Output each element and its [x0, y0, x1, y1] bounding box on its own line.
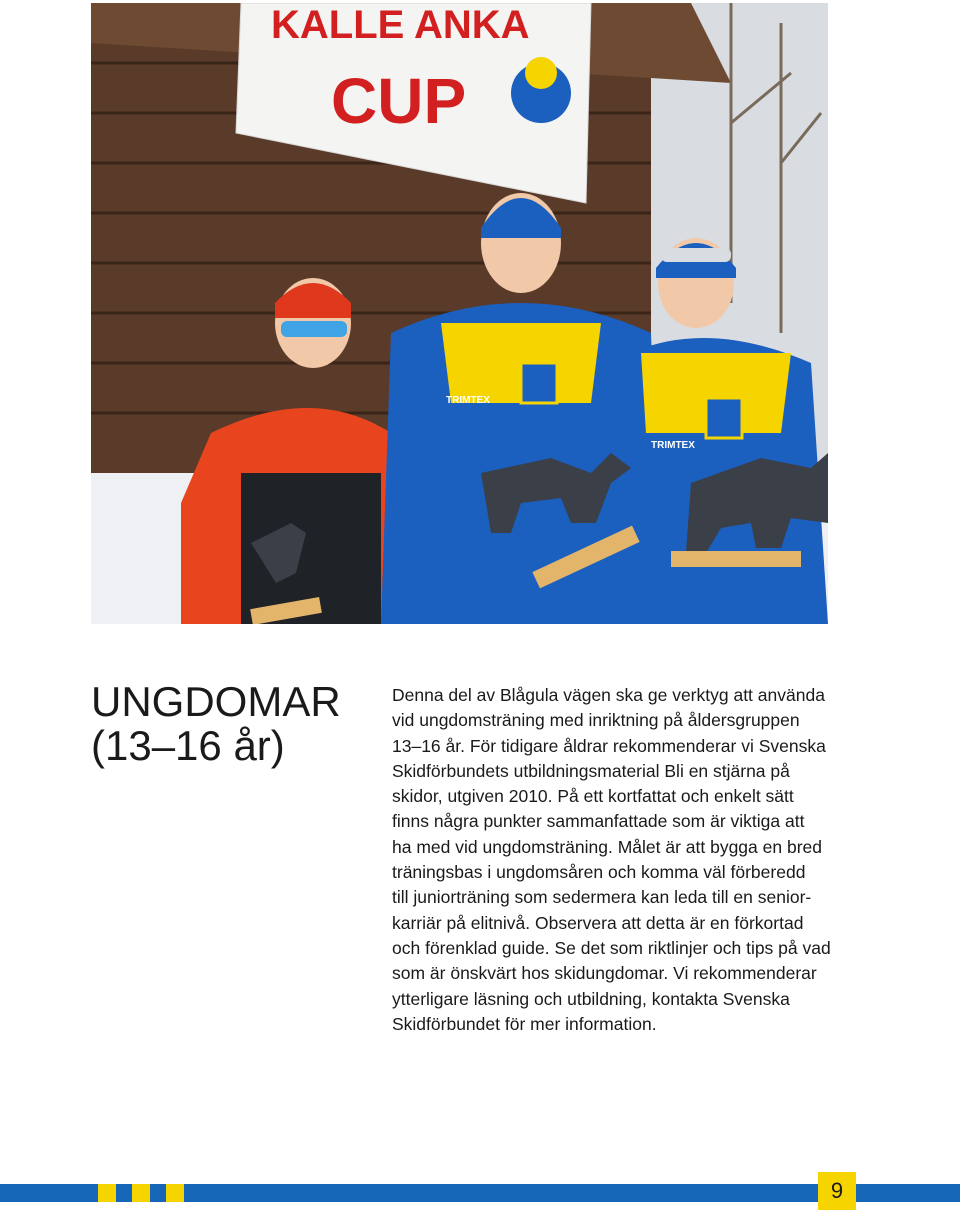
body-line: Skidförbundets utbildningsmaterial Bli en stjärna på — [392, 760, 790, 781]
body-line: träningsbas i ungdomsåren och komma väl förberedd — [392, 862, 806, 883]
hero-photo — [91, 3, 828, 624]
section-title-line1: UNGDOMAR — [91, 678, 341, 725]
page-number-label: 9 — [830, 1178, 844, 1203]
body-line: Skidförbundet för mer information. — [392, 1013, 657, 1034]
footer-yellow-square — [98, 1184, 116, 1202]
body-line: som är önskvärt hos skidungdomar. Vi rekommenderar — [392, 963, 817, 984]
body-line: 13–16 år. För tidigare åldrar rekommenderar vi Svenska — [392, 735, 826, 756]
body-line: finns några punkter sammanfattade som är viktiga att — [392, 811, 805, 832]
body-line: karriär på elitnivå. Observera att detta är en förkortad — [392, 912, 804, 933]
svg-text:KALLE ANKA: KALLE ANKA — [271, 3, 530, 47]
svg-text:TRIMTEX: TRIMTEX — [651, 440, 695, 451]
body-line: och förenklad guide. Se det som riktlinjer och tips på vad — [392, 937, 831, 958]
body-line: till juniorträning som sedermera kan leda till en senior- — [392, 887, 812, 908]
section-title — [91, 680, 361, 768]
body-line: ha med vid ungdomsträning. Målet är att bygga en bred — [392, 836, 822, 857]
body-line: skidor, utgiven 2010. På ett kortfattat och enkelt sätt — [392, 786, 794, 807]
section-title-line2: (13–16 år) — [91, 722, 285, 769]
page-number — [818, 1172, 856, 1210]
footer-yellow-square — [132, 1184, 150, 1202]
body-text — [392, 683, 862, 1037]
svg-text:TRIMTEX: TRIMTEX — [446, 395, 490, 406]
body-line: vid ungdomsträning med inriktning på åldersgruppen — [392, 710, 800, 731]
svg-text:CUP: CUP — [331, 65, 467, 137]
body-line: ytterligare läsning och utbildning, kontakta Svenska — [392, 988, 790, 1009]
footer-yellow-square — [166, 1184, 184, 1202]
body-line: Denna del av Blågula vägen ska ge verktyg att använda — [392, 685, 825, 705]
